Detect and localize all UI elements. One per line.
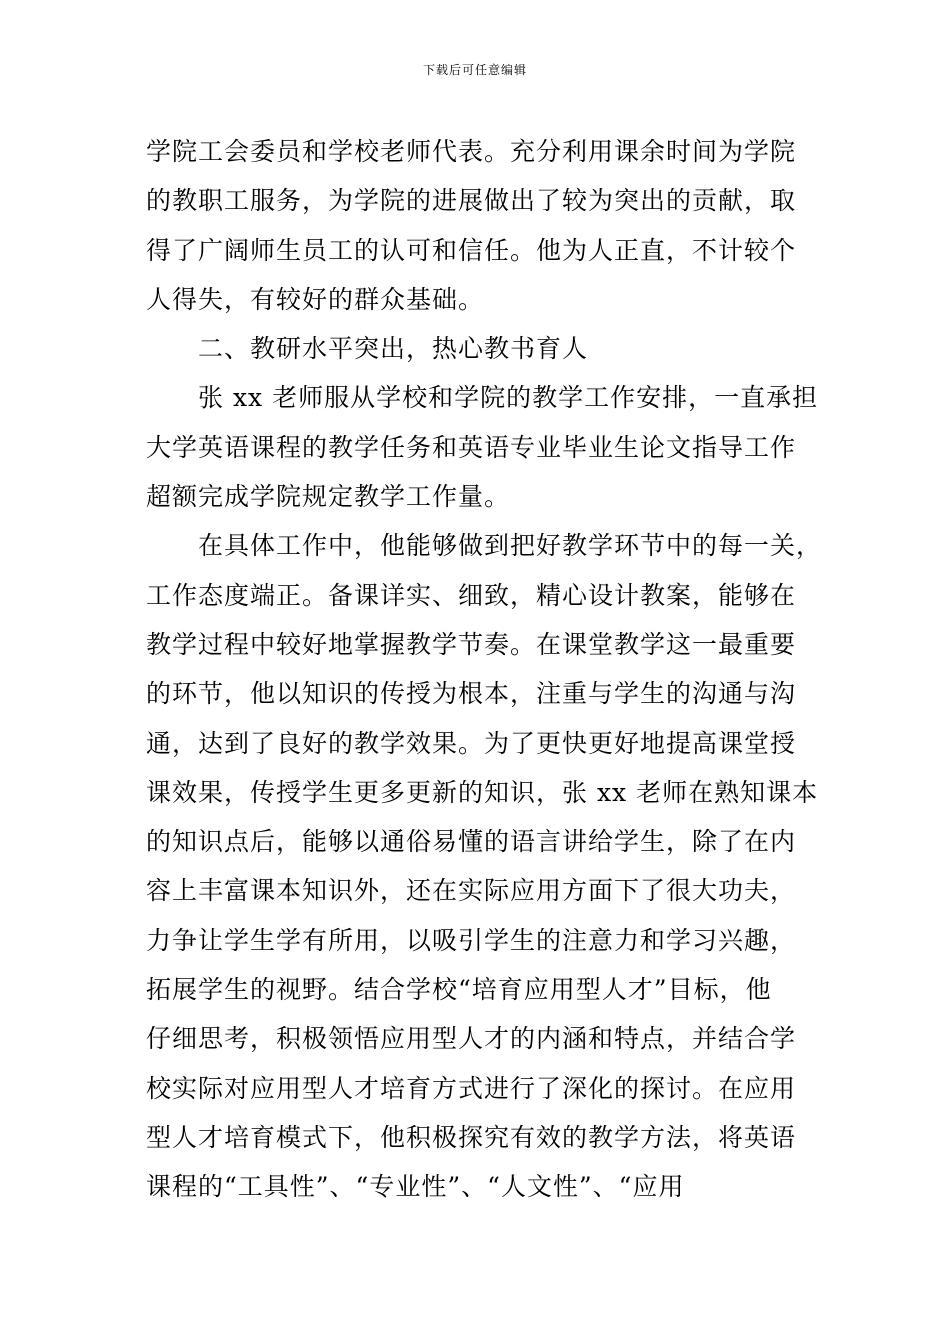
text-line: 力争让学生学有所用，以吸引学生的注意力和学习兴趣， — [146, 925, 797, 955]
text-line: 教学过程中较好地掌握教学节奏。在课堂教学这一最重要 — [146, 629, 797, 659]
text-line: 课效果，传授学生更多更新的知识，张 xx 老师在熟知课本 — [146, 777, 819, 807]
text-line: 课程的“工具性”、“专业性”、“人文性”、“应用 — [146, 1172, 685, 1202]
text-line: 超额完成学院规定教学工作量。 — [146, 482, 511, 512]
text-line: 得了广阔师生员工的认可和信任。他为人正直，不计较个 — [146, 235, 797, 265]
text-line: 拓展学生的视野。结合学校“培育应用型人才”目标，他 — [146, 975, 772, 1005]
text-line: 张 xx 老师服从学校和学院的教学工作安排，一直承担 — [198, 383, 819, 413]
text-line: 容上丰富课本知识外，还在实际应用方面下了很大功夫， — [146, 876, 797, 906]
text-line: 的环节，他以知识的传授为根本，注重与学生的沟通与沟 — [146, 679, 797, 709]
text-line: 型人才培育模式下，他积极探究有效的教学方法，将英语 — [146, 1122, 797, 1152]
text-line: 学院工会委员和学校老师代表。充分利用课余时间为学院 — [146, 137, 797, 166]
text-line: 大学英语课程的教学任务和英语专业毕业生论文指导工作 — [146, 432, 797, 462]
text-line: 校实际对应用型人才培育方式进行了深化的探讨。在应用 — [146, 1073, 797, 1103]
text-line: 在具体工作中，他能够做到把好教学环节中的每一关， — [198, 531, 823, 561]
text-line: 仔细思考，积极领悟应用型人才的内涵和特点，并结合学 — [146, 1024, 797, 1054]
text-line: 的知识点后，能够以通俗易懂的语言讲给学生，除了在内 — [146, 827, 797, 857]
page-header: 下载后可任意编辑 — [422, 63, 527, 77]
text-line: 工作态度端正。备课详实、细致，精心设计教案，能够在 — [146, 580, 797, 610]
text-line: 通，达到了良好的教学效果。为了更快更好地提高课堂授 — [146, 728, 797, 758]
section-heading: 二、教研水平突出，热心教书育人 — [198, 334, 589, 364]
document-body — [146, 127, 823, 1212]
text-line: 人得失，有较好的群众基础。 — [146, 284, 485, 314]
text-line: 的教职工服务，为学院的进展做出了较为突出的贡献，取 — [146, 186, 797, 216]
